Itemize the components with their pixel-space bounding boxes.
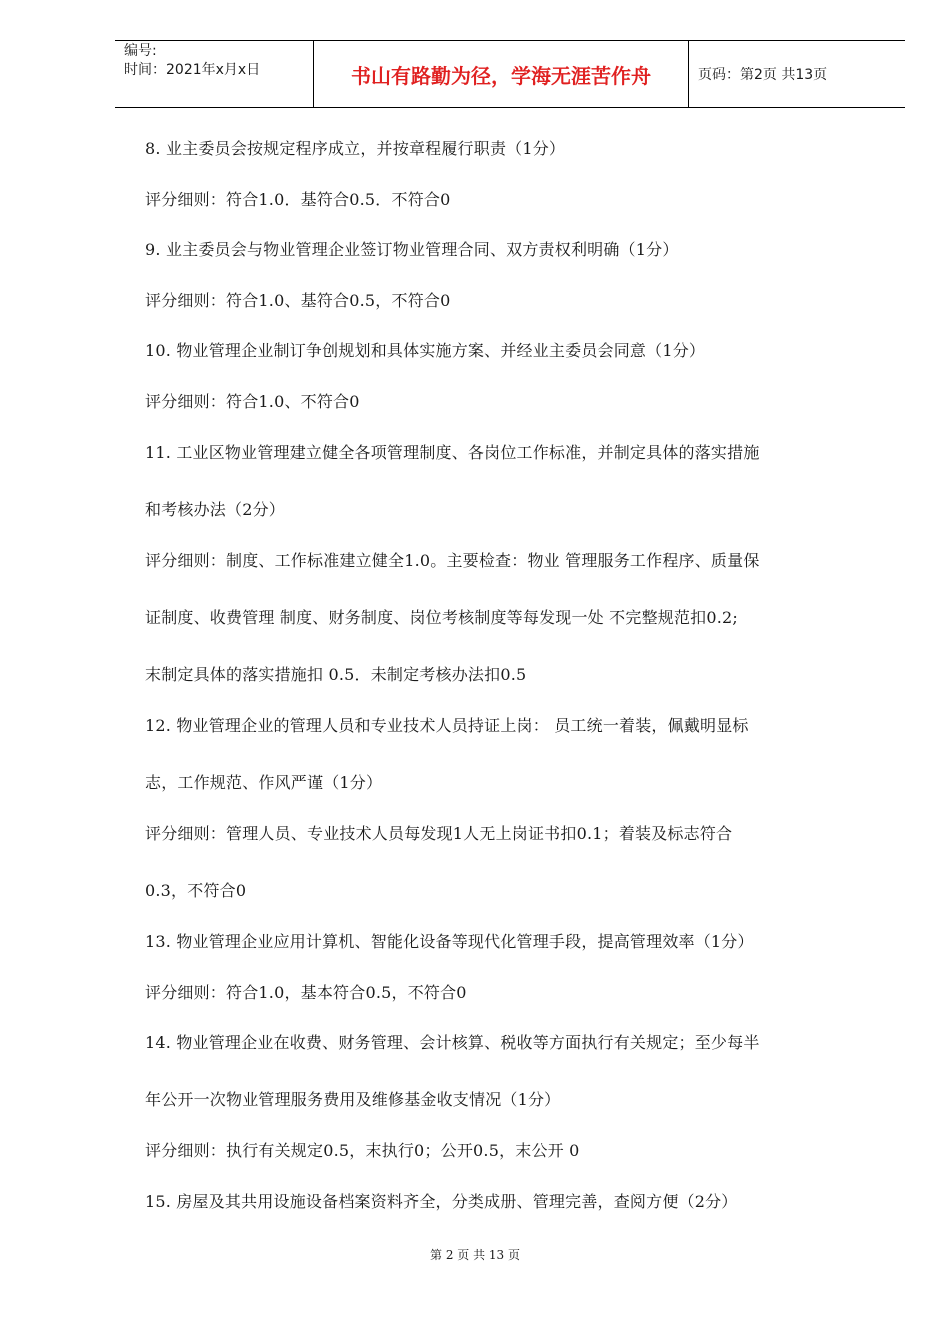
text-line: 评分细则：符合1.0、不符合0 <box>145 392 360 411</box>
document-number-label: 编号: <box>124 43 157 59</box>
header-motto: 书山有路勤为径，学海无涯苦作舟 <box>314 41 689 107</box>
header-meta <box>115 41 314 107</box>
text-line: 10. 物业管理企业制订争创规划和具体实施方案、并经业主委员会同意（1分） <box>145 341 706 360</box>
text-line: 评分细则：制度、工作标准建立健全1.0。主要检查：物业 管理服务工作程序、质量保 <box>145 551 760 570</box>
header-page-number: 页码：第2页 共13页 <box>698 67 828 83</box>
text-line: 评分细则：符合1.0、基符合0.5，不符合0 <box>145 291 451 310</box>
text-line: 和考核办法（2分） <box>145 500 285 519</box>
text-line: 8. 业主委员会按规定程序成立，并按章程履行职责（1分） <box>145 139 566 158</box>
text-line: 11. 工业区物业管理建立健全各项管理制度、各岗位工作标准，并制定具体的落实措施 <box>145 443 760 462</box>
text-line: 9. 业主委员会与物业管理企业签订物业管理合同、双方责权利明确（1分） <box>145 240 679 259</box>
page-footer: 第 2 页 共 13 页 <box>430 1248 520 1262</box>
text-line: 志，工作规范、作风严谨（1分） <box>145 773 383 792</box>
text-line: 0.3，不符合0 <box>145 881 247 900</box>
text-line: 评分细则：符合1.0，基本符合0.5，不符合0 <box>145 983 467 1002</box>
text-line: 评分细则：管理人员、专业技术人员每发现1人无上岗证书扣0.1；着装及标志符合 <box>145 824 733 843</box>
text-line: 评分细则：符合1.0．基符合0.5．不符合0 <box>145 190 451 209</box>
text-line: 12. 物业管理企业的管理人员和专业技术人员持证上岗： 员工统一着装，佩戴明显标 <box>145 716 749 735</box>
text-line: 年公开一次物业管理服务费用及维修基金收支情况（1分） <box>145 1090 561 1109</box>
text-line: 证制度、收费管理 制度、财务制度、岗位考核制度等每发现一处 不完整规范扣0.2; <box>145 608 739 627</box>
document-time-label: 时间：2021年x月x日 <box>124 62 261 78</box>
text-line: 末制定具体的落实措施扣 0.5．未制定考核办法扣0.5 <box>145 665 527 684</box>
text-line: 15. 房屋及其共用设施设备档案资料齐全，分类成册、管理完善，查阅方便（2分） <box>145 1192 738 1211</box>
text-line: 评分细则：执行有关规定0.5，末执行0；公开0.5，末公开 0 <box>145 1141 580 1160</box>
page-header <box>115 40 905 108</box>
text-line: 13. 物业管理企业应用计算机、智能化设备等现代化管理手段，提高管理效率（1分） <box>145 932 754 951</box>
text-line: 14. 物业管理企业在收费、财务管理、会计核算、税收等方面执行有关规定；至少每半 <box>145 1033 760 1052</box>
